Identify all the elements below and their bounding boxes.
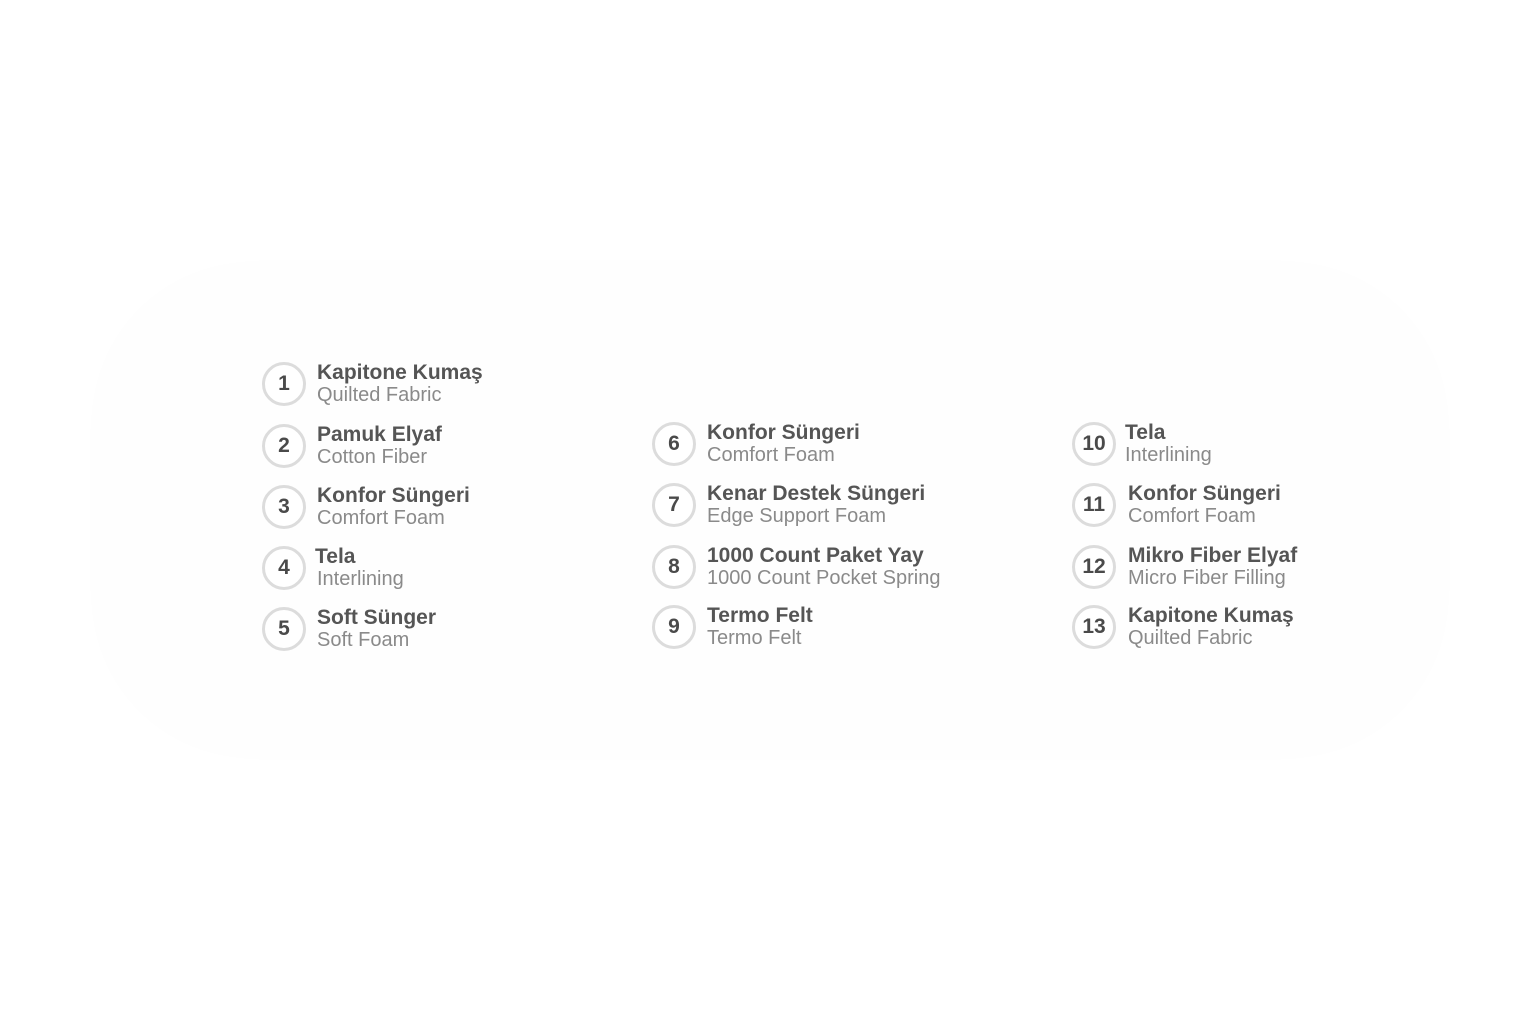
legend-item-4 — [262, 545, 404, 591]
layer-name-tr: 1000 Count Paket Yay — [707, 544, 924, 567]
legend-item-1 — [262, 361, 483, 407]
legend-item-3 — [262, 484, 470, 530]
layer-name-tr: Kapitone Kumaş — [317, 361, 483, 384]
layer-name-en: Comfort Foam — [1128, 505, 1256, 527]
legend-item-11 — [1072, 482, 1281, 528]
layer-name-tr: Konfor Süngeri — [707, 421, 860, 444]
number-badge: 12 — [1072, 545, 1116, 589]
layer-name-en: Comfort Foam — [317, 507, 445, 529]
legend-item-2 — [262, 423, 442, 469]
number-badge: 8 — [652, 545, 696, 589]
number-badge: 4 — [262, 546, 306, 590]
legend-item-5 — [262, 606, 436, 652]
number-badge: 13 — [1072, 605, 1116, 649]
layer-name-tr: Tela — [1125, 421, 1166, 444]
legend-item-text — [1125, 422, 1212, 466]
legend-item-text — [315, 546, 404, 590]
legend-item-6 — [652, 421, 860, 467]
layer-name-en: Soft Foam — [317, 629, 410, 651]
legend-item-text — [317, 607, 436, 651]
legend-item-text — [317, 485, 470, 529]
layer-name-en: Comfort Foam — [707, 444, 835, 466]
legend-item-10 — [1072, 421, 1212, 467]
number-badge: 6 — [652, 422, 696, 466]
layer-name-tr: Mikro Fiber Elyaf — [1128, 544, 1298, 567]
legend-item-text — [707, 422, 860, 466]
layer-name-tr: Konfor Süngeri — [1128, 482, 1281, 505]
legend-item-12 — [1072, 544, 1297, 590]
number-badge: 7 — [652, 483, 696, 527]
number-badge: 2 — [262, 424, 306, 468]
legend-item-7 — [652, 482, 925, 528]
number-badge: 9 — [652, 605, 696, 649]
layer-name-tr: Termo Felt — [707, 604, 813, 627]
layer-name-en: Quilted Fabric — [317, 384, 442, 406]
legend-item-text — [317, 424, 442, 468]
legend-item-text — [707, 483, 925, 527]
legend-item-text — [317, 362, 483, 406]
legend-item-text — [1128, 483, 1281, 527]
legend-item-text — [707, 545, 941, 589]
layer-name-en: Cotton Fiber — [317, 446, 428, 468]
legend-item-13 — [1072, 604, 1294, 650]
layer-name-tr: Tela — [315, 545, 356, 568]
legend-item-text — [1128, 605, 1294, 649]
layer-name-en: Termo Felt — [707, 627, 802, 649]
layer-name-tr: Kapitone Kumaş — [1128, 604, 1294, 627]
number-badge: 5 — [262, 607, 306, 651]
layer-name-tr: Kenar Destek Süngeri — [707, 482, 926, 505]
number-badge: 3 — [262, 485, 306, 529]
legend-item-9 — [652, 604, 813, 650]
layer-name-en: 1000 Count Pocket Spring — [707, 567, 941, 589]
layer-name-en: Micro Fiber Filling — [1128, 567, 1286, 589]
number-badge: 1 — [262, 362, 306, 406]
number-badge: 11 — [1072, 483, 1116, 527]
layer-name-en: Interlining — [317, 568, 404, 590]
legend-item-text — [707, 605, 813, 649]
layer-name-tr: Pamuk Elyaf — [317, 423, 442, 446]
layer-name-tr: Konfor Süngeri — [317, 484, 470, 507]
layer-name-en: Interlining — [1125, 444, 1212, 466]
layer-name-tr: Soft Sünger — [317, 606, 436, 629]
legend-item-text — [1128, 545, 1297, 589]
layer-name-en: Edge Support Foam — [707, 505, 886, 527]
layer-name-en: Quilted Fabric — [1128, 627, 1253, 649]
number-badge: 10 — [1072, 422, 1116, 466]
legend-item-8 — [652, 544, 941, 590]
